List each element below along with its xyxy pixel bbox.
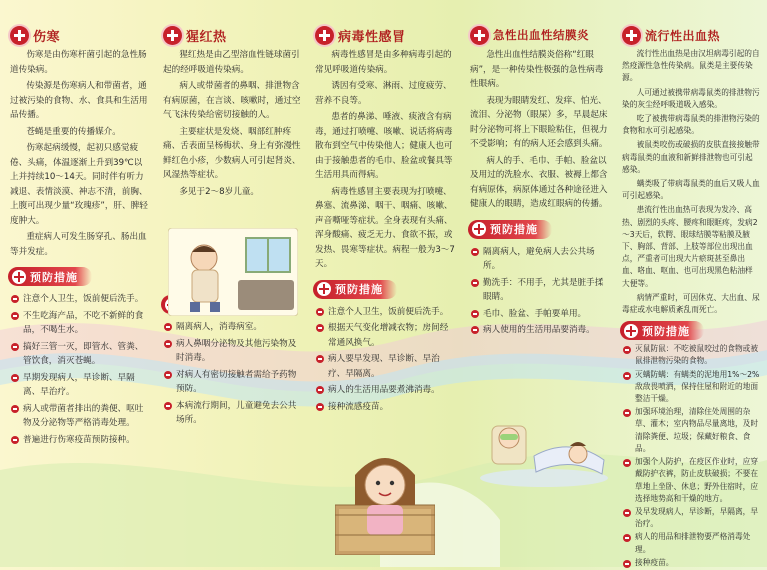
prevention-item: 病人的生活用品要煮沸消毒。 (315, 383, 455, 398)
prevention-item: 病人要早发现、早诊断、早治疗、早隔离。 (315, 352, 455, 381)
prevention-list (10, 292, 150, 447)
section-header (163, 22, 301, 48)
section-title: 猩红热 (186, 29, 227, 45)
paragraph: 流行性出血热是由汉坦病毒引起的自然疫源性急性传染病。鼠类是主要传染源。 (622, 49, 760, 83)
prevention-item: 隔离病人，避免病人去公共场所。 (470, 245, 610, 274)
prevention-title: 预防措施 (30, 270, 78, 284)
prevention-item: 毛巾、脸盆、手帕要单用。 (470, 307, 610, 322)
prevention-list (315, 305, 455, 415)
section-header (315, 22, 455, 48)
prevention-item: 本病流行期间，儿童避免去公共场所。 (163, 399, 301, 428)
paragraph: 病人或带菌者的鼻咽、排泄物含有病原菌，在言谈、咳嗽时，通过空气飞沫传染给密切接触的人。 (163, 81, 301, 120)
paragraph: 病情严重时，可因休克、大出血、尿毒症或水电解质紊乱而死亡。 (622, 292, 760, 315)
prevention-banner (8, 267, 92, 286)
paragraph: 苍蝇是重要的传播媒介。 (26, 126, 121, 137)
eye-care-illustration (474, 416, 614, 490)
column-viral-flu (315, 22, 455, 416)
prevention-item: 不生吃海产品，不吃不新鲜的食品，不喝生水。 (10, 309, 150, 338)
sick-child-illustration (168, 228, 298, 316)
prevention-list (163, 320, 301, 428)
prevention-item: 病人鼻咽分泌物及其他污染物及时消毒。 (163, 337, 301, 366)
prevention-item: 注意个人卫生，饭前便后洗手。 (315, 305, 455, 320)
prevention-item: 灭鼠防鼠：不吃被鼠咬过的食物或被鼠排泄物污染的食物。 (622, 343, 760, 367)
paragraph: 多见于2～8岁儿童。 (179, 186, 260, 197)
red-cross-icon (10, 26, 29, 45)
paragraph: 病人的手、毛巾、手帕、脸盆以及用过的洗脸水、衣服、被褥上都含有病原体，病原体通过各种途径进入健康人的眼睛，造成红眼病的传播。 (470, 155, 608, 209)
prevention-item: 注意个人卫生，饭前便后洗手。 (10, 292, 150, 307)
girl-window-illustration (335, 445, 435, 555)
prevention-item: 接种疫苗。 (622, 557, 760, 569)
section-title: 病毒性感冒 (338, 29, 406, 45)
paragraph: 主要症状是发烧、咽部红肿疼痛、舌表面呈杨梅状、身上有弥漫性鲜红色小疹，少数病人可引起肾炎、风湿热等症状。 (163, 126, 301, 180)
paragraph: 表现为眼睛发红、发痒、怕光、流泪、分泌物（眼屎）多，早晨起床时分泌物可将上下眼睑粘住，但视力不受影响；有的病人还会感到头痛。 (470, 95, 608, 149)
prevention-item: 灭螨防螨：有螨类的泥地用1%～2%敌敌畏喷洒，保持住屋和附近的地面整洁干燥。 (622, 369, 760, 406)
prevention-item: 加强个人防护，在疫区作业时，应穿戴防护衣裤，防止皮肤破损；不要在草地上坐卧、休息；野外住宿时，应选择地势高和干燥的地方。 (622, 456, 760, 505)
prevention-title: 预防措施 (642, 324, 690, 338)
section-title: 伤寒 (33, 29, 61, 45)
paragraph: 重症病人可发生肠穿孔、肠出血等并发症。 (10, 232, 147, 257)
paragraph: 被鼠类咬伤或破损的皮肤直接接触带病毒鼠类的血液和新鲜排泄物也可引起感染。 (622, 140, 760, 174)
prevention-item: 根据天气变化增减衣物；房间经常通风换气。 (315, 321, 455, 350)
paragraph: 患流行性出血热可表现为发冷、高热、剧烈的头疼、腰疼和眼眶疼，发病2～3天后，软腭、眼球结膜等粘膜及腋下、胸部、背部、上肢等部位出现出血点，严重者可出现大片瘀斑甚至鼻出血、咯血、呕血、也可出现黑色粘油样大便等。 (622, 205, 758, 288)
section-title: 急性出血性结膜炎 (493, 28, 589, 42)
paragraph: 诱因有受寒、淋雨、过度疲劳、营养不良等。 (315, 81, 452, 106)
paragraph: 传染源是伤寒病人和带菌者，通过被污染的食物、水、食具和生活用品传播。 (10, 81, 148, 120)
prevention-item: 早期发现病人，早诊断、早隔离、早治疗。 (10, 371, 150, 400)
prevention-item: 搞好三管一灭，即管水、管粪、管饮食，消灭苍蝇。 (10, 340, 150, 369)
column-hemorrhagic-fever (622, 22, 760, 570)
paragraph: 螨类吸了带病毒鼠类的血后又吸人血可引起感染。 (622, 179, 760, 201)
red-cross-icon (315, 26, 334, 45)
red-cross-icon (470, 26, 489, 45)
prevention-item: 勤洗手：不用手，尤其是脏手揉眼睛。 (470, 276, 610, 305)
prevention-item: 接种流感疫苗。 (315, 400, 455, 415)
paragraph: 病毒性感冒主要表现为打喷嚏、鼻塞、流鼻涕、咽干、咽痛、咳嗽、声音嘶哑等症状。全身表现有头痛、浑身酸痛、疲乏无力、食欲不振，或发热、畏寒等症状。病程一般为3～7天。 (315, 186, 455, 269)
prevention-list (470, 245, 610, 338)
paragraph: 吃了被携带病毒鼠类的排泄物污染的食物和水可引起感染。 (622, 114, 760, 136)
text-block (622, 48, 760, 316)
section-header (10, 22, 150, 48)
prevention-banner (620, 321, 704, 340)
paragraph: 急性出血性结膜炎俗称“红眼病”，是一种传染性极强的急性病毒性眼病。 (470, 50, 604, 89)
paragraph: 人可通过被携带病毒鼠类的排泄物污染的灰尘经呼吸道吸入感染。 (622, 87, 760, 109)
red-cross-icon (317, 282, 331, 296)
red-cross-icon (622, 26, 641, 45)
prevention-title: 预防措施 (335, 283, 383, 296)
column-typhoid (10, 22, 150, 449)
prevention-item: 病人使用的生活用品要消毒。 (470, 323, 610, 338)
section-title: 流行性出血热 (645, 28, 721, 43)
prevention-item: 普遍进行伤寒疫苗预防接种。 (10, 433, 150, 448)
prevention-banner (468, 220, 552, 239)
column-conjunctivitis (470, 22, 610, 340)
prevention-item: 病人或带菌者排出的粪便、呕吐物及分泌物等严格消毒处理。 (10, 402, 150, 431)
prevention-list (622, 343, 760, 569)
paragraph: 病毒性感冒是由多种病毒引起的常见呼吸道传染病。 (315, 50, 452, 75)
prevention-item: 加强环境治理，清除住处周围的杂草、灌木；室内物品尽量离地，及时清除粪便、垃圾；保藏好粮食、食品。 (622, 406, 760, 455)
red-cross-icon (12, 270, 26, 284)
paragraph: 伤寒起病缓慢，起初只感觉疲倦、头痛，体温逐渐上升到39℃以上并持续10～14天。同时伴有听力减退、表情淡漠、神志不清，前胸、上腹可出现少量“玫瑰疹”，肝、脾轻度肿大。 (10, 143, 148, 226)
column-scarlet-fever (163, 22, 301, 430)
section-header (622, 22, 760, 48)
prevention-item: 病人的用品和排泄物要严格消毒处理。 (622, 531, 760, 555)
section-header (470, 22, 610, 48)
paragraph: 患者的鼻涕、唾液、痰液含有病毒，通过打喷嚏、咳嗽、说话将病毒散布到空气中传染他人；健康人也可由于接触患者的毛巾、脸盆或餐具等生活用具而得病。 (315, 112, 453, 180)
red-cross-icon (472, 222, 486, 236)
prevention-item: 隔离病人，消毒病室。 (163, 320, 301, 335)
paragraph: 猩红热是由乙型溶血性链球菌引起的经呼吸道传染病。 (163, 50, 300, 75)
prevention-item: 对病人有密切接触者需给予药物预防。 (163, 368, 301, 397)
red-cross-icon (624, 324, 638, 338)
prevention-item: 及早发现病人，早诊断，早隔离，早治疗。 (622, 506, 760, 530)
prevention-title: 预防措施 (490, 223, 538, 236)
prevention-banner (313, 280, 397, 299)
paragraph: 伤寒是由伤寒杆菌引起的急性肠道传染病。 (10, 50, 147, 75)
red-cross-icon (163, 26, 182, 45)
